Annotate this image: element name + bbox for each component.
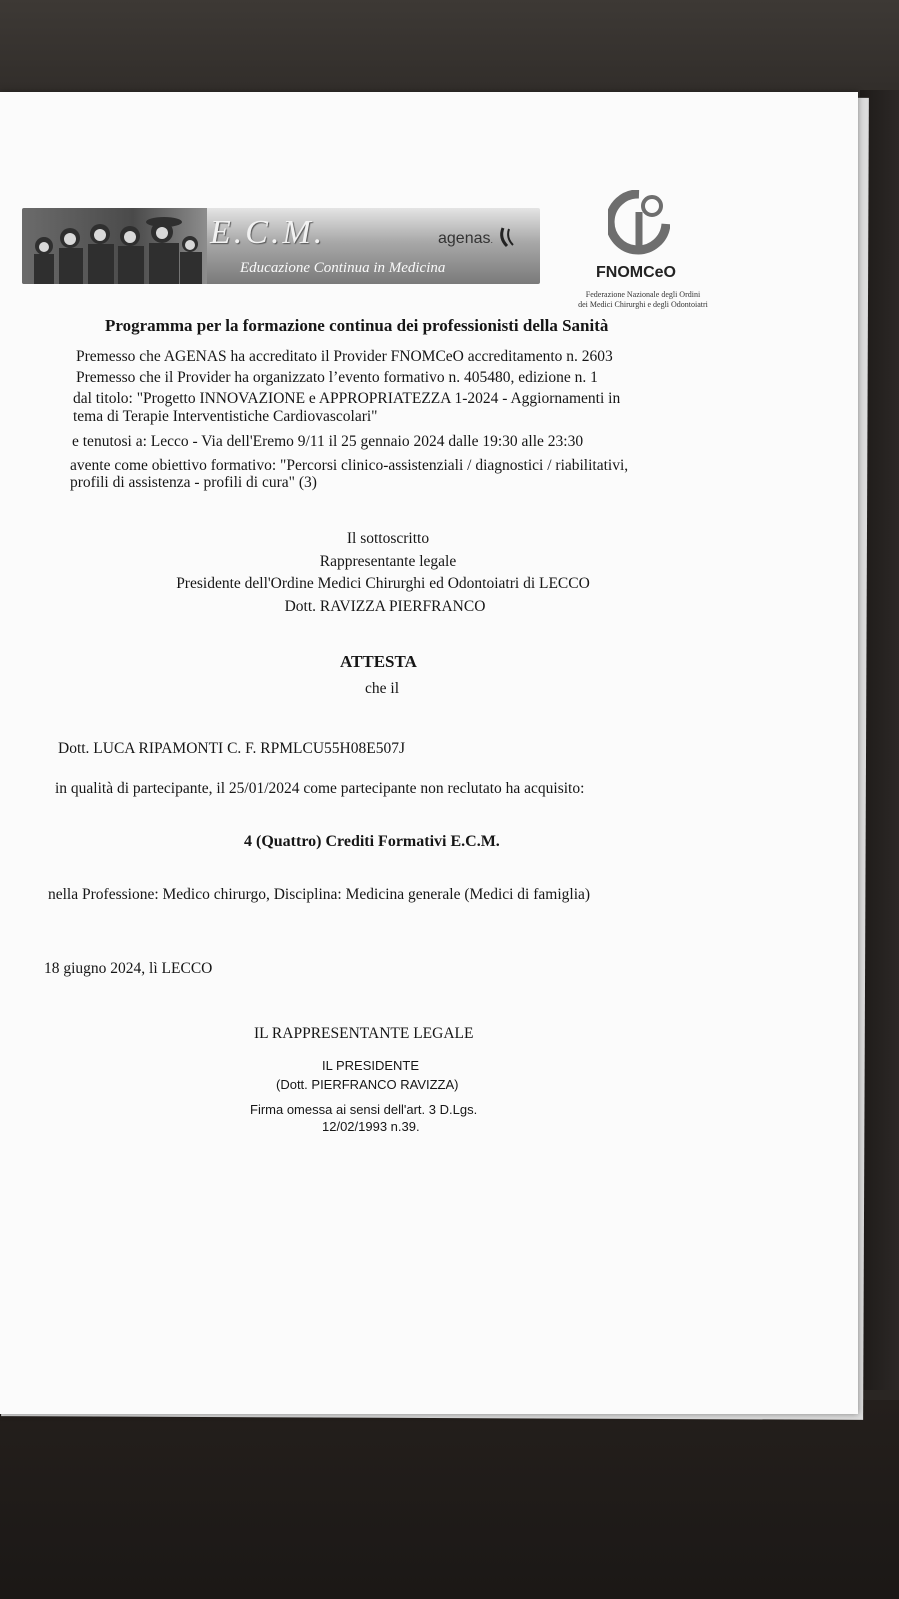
fnomceo-name: FNOMCeO: [596, 264, 676, 281]
table-surface-bottom: [0, 1400, 899, 1599]
fnomceo-logo-icon: [608, 190, 670, 256]
intro-line: e tenutosi a: Lecco - Via dell'Eremo 9/11 il 25 gennaio 2024 dalle 19:30 alle 23:30: [72, 433, 584, 450]
agenas-logo-text: agenas.: [438, 226, 519, 248]
legal-representative: IL RAPPRESENTANTE LEGALE: [254, 1025, 474, 1042]
intro-line: Premesso che AGENAS ha accreditato il Provider FNOMCeO accreditamento n. 2603: [76, 348, 613, 365]
profession-text: nella Professione: Medico chirurgo, Disciplina: Medicina generale (Medici di famiglia): [48, 886, 591, 903]
intro-line: profili di assistenza - profili di cura" (3): [70, 474, 317, 491]
participation-text: in qualità di partecipante, il 25/01/2024 come partecipante non reclutato ha acquisito:: [55, 780, 585, 797]
signature-note: 12/02/1993 n.39.: [322, 1119, 420, 1134]
intro-line: tema di Terapie Interventistiche Cardiovascolari": [73, 408, 378, 425]
attesta-heading: ATTESTA: [340, 652, 417, 671]
president-name: (Dott. PIERFRANCO RAVIZZA): [276, 1077, 459, 1092]
ecm-subtitle: Educazione Continua in Medicina: [240, 260, 446, 276]
president-title: IL PRESIDENTE: [322, 1058, 420, 1073]
signer-line: Presidente dell'Ordine Medici Chirurghi ed Odontoiatri di LECCO: [176, 575, 590, 592]
signature-note: Firma omessa ai sensi dell'art. 3 D.Lgs.: [250, 1102, 478, 1117]
fnomceo-subtitle: Federazione Nazionale degli Ordini dei Medici Chirurghi e degli Odontoiatri: [578, 290, 708, 309]
intro-line: avente come obiettivo formativo: "Percorsi clinico-assistenziali / diagnostici / riabilitativi,: [70, 457, 629, 474]
date-place: 18 giugno 2024, lì LECCO: [44, 960, 213, 977]
intro-line: dal titolo: "Progetto INNOVAZIONE e APPROPRIATEZZA 1-2024 - Aggiornamenti in: [73, 390, 621, 407]
ecm-title: E.C.M.: [210, 214, 326, 251]
banner-figures-image: [22, 208, 207, 284]
intro-line: Premesso che il Provider ha organizzato l’evento formativo n. 405480, edizione n. 1: [76, 369, 598, 386]
signer-line: Il sottoscritto: [346, 530, 430, 547]
recipient-name: Dott. LUCA RIPAMONTI C. F. RPMLCU55H08E507J: [58, 740, 405, 757]
credits-text: 4 (Quattro) Crediti Formativi E.C.M.: [244, 833, 500, 850]
signer-line: Dott. RAVIZZA PIERFRANCO: [284, 598, 486, 615]
people-illustration-icon: [22, 208, 207, 284]
document-heading: Programma per la formazione continua dei professionisti della Sanità: [105, 316, 609, 335]
signer-line: Rappresentante legale: [319, 553, 457, 570]
agenas-mark-icon: [497, 226, 519, 248]
che-il-text: che il: [365, 680, 399, 697]
